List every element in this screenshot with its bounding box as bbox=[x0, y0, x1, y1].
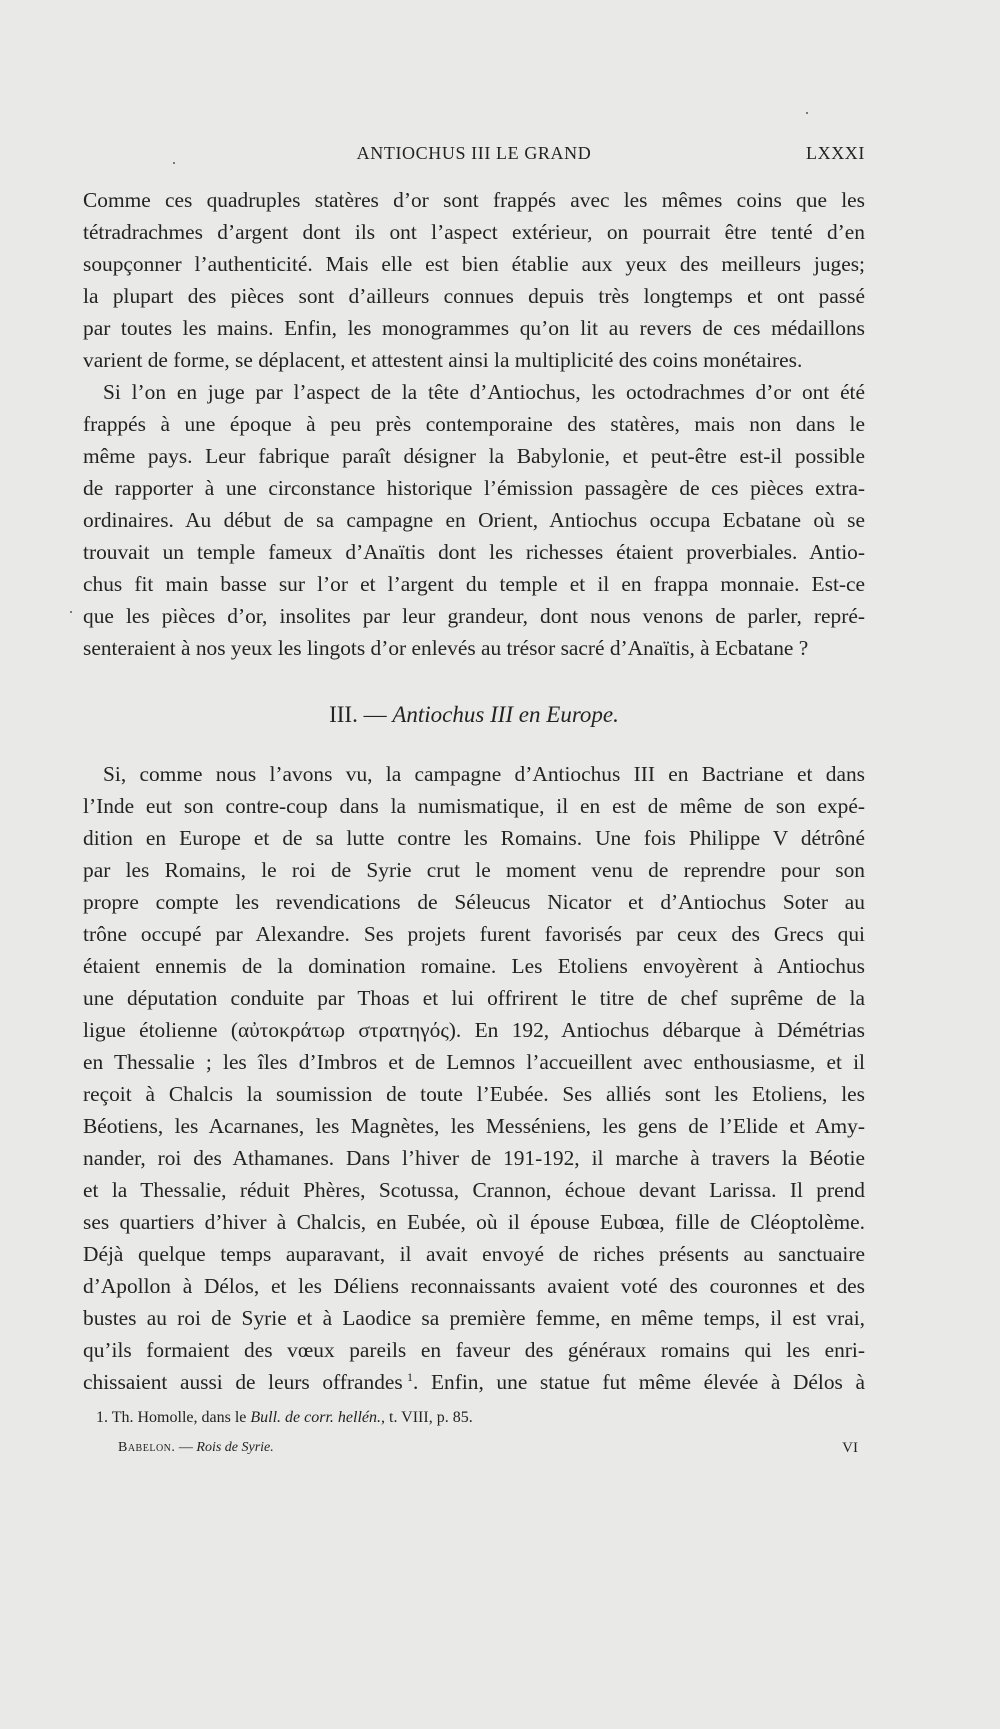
text-line: de rapporter à une circonstance historique l’émission passagère de ces pièces extra- bbox=[83, 476, 865, 500]
text-line: Déjà quelque temps auparavant, il avait envoyé de riches présents au sanctuaire bbox=[83, 1242, 865, 1266]
signature-dash: — bbox=[178, 1440, 193, 1455]
signature-sheet: VI bbox=[842, 1440, 858, 1456]
section-dash: — bbox=[363, 702, 387, 727]
signature-work: Rois de Syrie. bbox=[196, 1440, 274, 1455]
text-line: Comme ces quadruples statères d’or sont frappés avec les mêmes coins que les bbox=[83, 188, 865, 212]
page-folio: LXXXI bbox=[806, 143, 865, 163]
text-line: senteraient à nos yeux les lingots d’or enlevés au trésor sacré d’Anaïtis, à Ecbatane ? bbox=[83, 636, 809, 660]
text-line: la plupart des pièces sont d’ailleurs connues depuis très longtemps et ont passé bbox=[83, 284, 865, 308]
text-line: d’Apollon à Délos, et les Déliens reconnaissants avaient voté des couronnes et des bbox=[83, 1274, 865, 1298]
text-line: Si l’on en juge par l’aspect de la tête d’Antiochus, les octodrachmes d’or ont été bbox=[103, 380, 865, 404]
text-line: en Thessalie ; les îles d’Imbros et de Lemnos l’accueillent avec enthousiasme, et il bbox=[83, 1050, 865, 1074]
text-line: par les Romains, le roi de Syrie crut le moment venu de reprendre pour son bbox=[83, 858, 865, 882]
text-line: ses quartiers d’hiver à Chalcis, en Eubée, où il épouse Eubœa, fille de Cléoptolème. bbox=[83, 1210, 865, 1234]
paper-speck bbox=[806, 112, 808, 114]
text-line: une députation conduite par Thoas et lui offrirent le titre de chef suprême de la bbox=[83, 986, 865, 1010]
printer-signature bbox=[118, 1440, 865, 1456]
footnote-number: 1. bbox=[96, 1409, 108, 1426]
text-line: soupçonner l’authenticité. Mais elle est bien établie aux yeux des meilleurs juges; bbox=[83, 252, 865, 276]
text-line: qu’ils formaient des vœux pareils en faveur des généraux romains qui les enri- bbox=[83, 1338, 865, 1362]
text-line: reçoit à Chalcis la soumission de toute l’Eubée. Ses alliés sont les Etoliens, les bbox=[83, 1082, 865, 1106]
paper-speck bbox=[70, 611, 72, 613]
paragraph-octodrachms bbox=[83, 376, 865, 664]
text-line: propre compte les revendications de Séleucus Nicator et d’Antiochus Soter au bbox=[83, 890, 865, 914]
text-fragment: . Enfin, une statue fut même élevée à Délos à bbox=[413, 1370, 865, 1394]
text-line: bustes au roi de Syrie et à Laodice sa première femme, en même temps, il est vrai, bbox=[83, 1306, 865, 1330]
text-line: trône occupé par Alexandre. Ses projets furent favorisés par ceux des Grecs qui bbox=[83, 922, 865, 946]
footnote-citation: , t. VIII, p. 85. bbox=[381, 1409, 473, 1426]
text-line: et la Thessalie, réduit Phères, Scotussa, Crannon, échoue devant Larissa. Il prend bbox=[83, 1178, 865, 1202]
text-line: Si, comme nous l’avons vu, la campagne d’Antiochus III en Bactriane et dans bbox=[103, 762, 865, 786]
text-line: chus fit main basse sur l’or et l’argent du temple et il en frappa monnaie. Est-ce bbox=[83, 572, 865, 596]
running-head bbox=[83, 143, 865, 167]
footnote-journal: Bull. de corr. hellén. bbox=[250, 1409, 381, 1426]
section-number: III. bbox=[329, 702, 358, 727]
text-line: par toutes les mains. Enfin, les monogrammes qu’on lit au revers de ces médaillons bbox=[83, 316, 865, 340]
text-line: que les pièces d’or, insolites par leur grandeur, dont nous venons de parler, repré- bbox=[83, 604, 865, 628]
running-title: ANTIOCHUS III LE GRAND bbox=[356, 143, 592, 163]
text-line: même pays. Leur fabrique paraît désigner la Babylonie, et peut-être est-il possible bbox=[83, 444, 865, 468]
text-line: varient de forme, se déplacent, et attestent ainsi la multiplicité des coins monétaires. bbox=[83, 348, 803, 372]
text-line: ordinaires. Au début de sa campagne en Orient, Antiochus occupa Ecbatane où se bbox=[83, 508, 865, 532]
section-title: Antiochus III en Europe. bbox=[392, 702, 619, 727]
text-line: tétradrachmes d’argent dont ils ont l’aspect extérieur, on pourrait être tenté d’en bbox=[83, 220, 865, 244]
text-line: dition en Europe et de sa lutte contre les Romains. Une fois Philippe V détrôné bbox=[83, 826, 865, 850]
paragraph-quadruple-staters bbox=[83, 184, 865, 376]
footnote bbox=[96, 1409, 473, 1427]
footnote-reference[interactable]: 1 bbox=[407, 1370, 413, 1384]
text-line: étaient ennemis de la domination romaine. Les Etoliens envoyèrent à Antiochus bbox=[83, 954, 865, 978]
text-line: Béotiens, les Acarnanes, les Magnètes, les Messéniens, les gens de l’Elide et Amy- bbox=[83, 1114, 865, 1138]
text-line: trouvait un temple fameux d’Anaïtis dont les richesses étaient proverbiales. Antio- bbox=[83, 540, 865, 564]
signature-author: Babelon. bbox=[118, 1440, 176, 1455]
paper-speck bbox=[173, 162, 175, 164]
text-fragment: chissaient aussi de leurs offrandes bbox=[83, 1370, 403, 1394]
text-line: l’Inde eut son contre-coup dans la numismatique, il en est de même de son expé- bbox=[83, 794, 865, 818]
paragraph-antiochus-in-europe bbox=[83, 758, 865, 1398]
text-line-with-note bbox=[83, 1366, 865, 1398]
section-heading bbox=[83, 700, 865, 730]
text-line: frappés à une époque à peu près contemporaine des statères, mais non dans le bbox=[83, 412, 865, 436]
text-line: ligue étolienne (αὐτοκράτωρ στρατηγός). En 192, Antiochus débarque à Démétrias bbox=[83, 1018, 865, 1042]
text-line: nander, roi des Athamanes. Dans l’hiver de 191-192, il marche à travers la Béotie bbox=[83, 1146, 865, 1170]
footnote-text: Th. Homolle, dans le bbox=[111, 1409, 247, 1426]
